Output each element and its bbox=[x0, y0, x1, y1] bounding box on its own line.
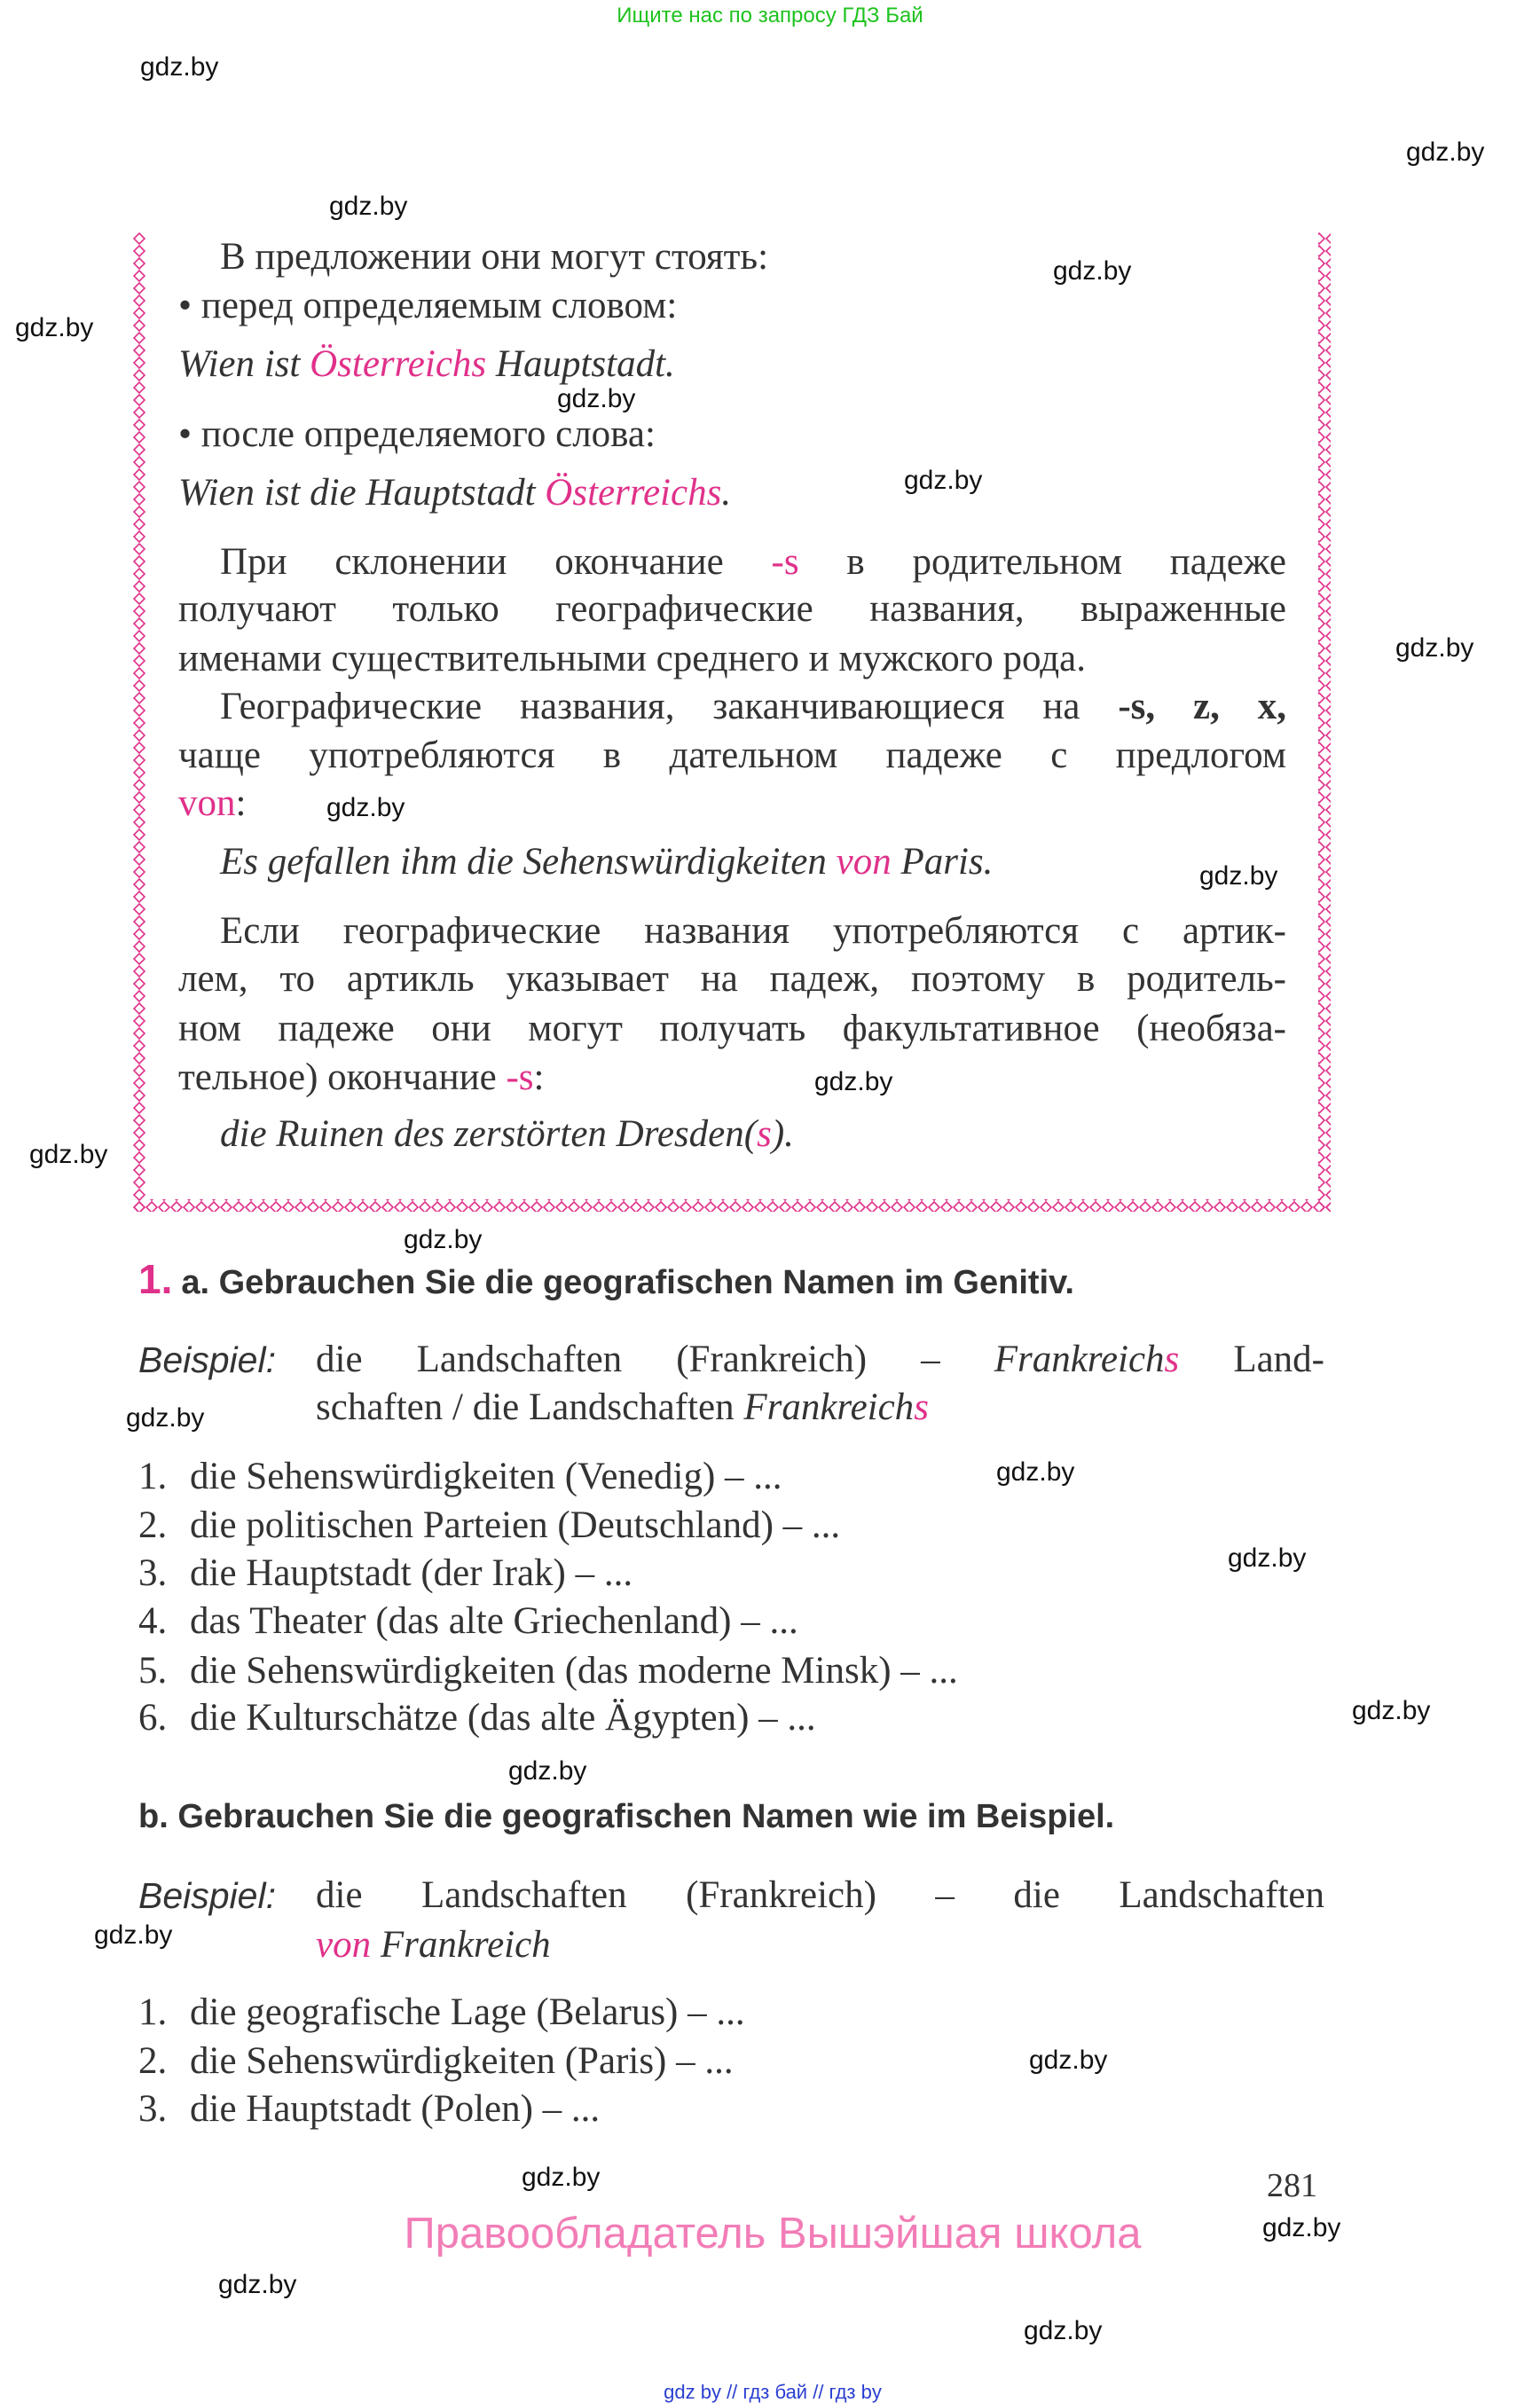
text-segment: schaften / die Landschaften bbox=[316, 1386, 744, 1428]
watermark: gdz.by bbox=[1024, 2316, 1103, 2345]
watermark: gdz.by bbox=[1352, 1696, 1431, 1725]
text-segment: тельное) окончание bbox=[178, 1056, 507, 1098]
item-text: die politischen Parteien (Deutschland) – ... bbox=[190, 1504, 841, 1546]
item-number: 3. bbox=[138, 1552, 168, 1594]
exercise-item bbox=[138, 1647, 958, 1695]
text-segment: s bbox=[914, 1386, 929, 1428]
text-segment: -s, z, x, bbox=[1118, 686, 1286, 727]
watermark: gdz.by bbox=[1228, 1543, 1307, 1573]
text-segment: von bbox=[178, 782, 236, 824]
watermark: gdz.by bbox=[1053, 256, 1132, 286]
rule-line bbox=[178, 955, 1286, 1003]
exercise-item bbox=[138, 1989, 745, 2037]
item-number: 2. bbox=[138, 2040, 168, 2082]
text-segment: • перед определяемым словом: bbox=[178, 285, 678, 326]
rule-line bbox=[178, 780, 246, 828]
text-segment: В предложении они могут стоять: bbox=[220, 236, 769, 278]
rule-line bbox=[178, 1054, 544, 1102]
text-segment: в родительном падеже bbox=[798, 541, 1286, 583]
text-segment: Hauptstadt. bbox=[486, 343, 675, 385]
watermark: gdz.by bbox=[126, 1403, 205, 1433]
rule-line bbox=[220, 233, 768, 281]
example-label: Beispiel: bbox=[138, 1875, 276, 1916]
item-number: 6. bbox=[138, 1697, 168, 1739]
watermark: gdz.by bbox=[29, 1140, 108, 1169]
text-segment: Österreichs bbox=[545, 472, 722, 514]
watermark: gdz.by bbox=[326, 793, 405, 822]
item-text: das Theater (das alte Griechenland) – ... bbox=[190, 1600, 798, 1642]
text-segment: лем, то артикль указывает на падеж, поэтому в родитель- bbox=[178, 958, 1286, 1000]
text-segment: Es gefallen ihm die Sehenswürdigkeiten bbox=[220, 841, 837, 883]
text-segment: Географические названия, заканчивающиеся на bbox=[220, 686, 1119, 727]
text-segment: Frankreich bbox=[371, 1924, 551, 1966]
text-segment: Wien ist die Hauptstadt bbox=[178, 472, 546, 514]
rule-line bbox=[178, 585, 1286, 633]
copyright-notice: Правообладатель Вышэйшая школа bbox=[404, 2210, 1142, 2258]
text-segment: s bbox=[1164, 1339, 1180, 1380]
item-number: 1. bbox=[138, 1456, 168, 1497]
text-segment: s bbox=[757, 1113, 772, 1155]
text-segment: Если географические названия употребляются с артик- bbox=[220, 910, 1286, 952]
text-segment: Wien ist bbox=[178, 343, 310, 385]
text-segment: die Ruinen des zerstörten Dresden( bbox=[220, 1113, 758, 1155]
text-segment: : bbox=[235, 782, 247, 824]
exercise-item bbox=[138, 2085, 600, 2133]
item-text: die Sehenswürdigkeiten (Venedig) – ... bbox=[190, 1456, 782, 1497]
rule-line bbox=[178, 635, 1086, 683]
item-text: die geografische Lage (Belarus) – ... bbox=[190, 1991, 745, 2033]
text-segment: получают только географические названия, выраженные bbox=[178, 588, 1286, 630]
item-text: die Hauptstadt (der Irak) – ... bbox=[190, 1552, 633, 1594]
example-line bbox=[316, 1872, 1324, 1920]
rule-line bbox=[178, 1005, 1286, 1053]
watermark: gdz.by bbox=[404, 1225, 483, 1254]
watermark: gdz.by bbox=[94, 1920, 173, 1950]
text-segment: Frankreich bbox=[743, 1386, 915, 1428]
text-segment: : bbox=[533, 1056, 545, 1098]
exercise-item bbox=[138, 1694, 816, 1742]
watermark: gdz.by bbox=[814, 1067, 893, 1096]
exercise-item bbox=[138, 1502, 840, 1550]
item-text: die Kulturschätze (das alte Ägypten) – ... bbox=[190, 1697, 816, 1739]
text-segment: • после определяемого слова: bbox=[178, 413, 656, 455]
text-segment: Paris. bbox=[891, 841, 994, 883]
watermark: gdz.by bbox=[1406, 137, 1485, 167]
exercise-item bbox=[138, 1453, 782, 1501]
rule-bullet bbox=[178, 282, 677, 330]
watermark: gdz.by bbox=[140, 52, 219, 82]
example-line bbox=[316, 1336, 1324, 1384]
text-segment: . bbox=[721, 472, 732, 514]
item-number: 5. bbox=[138, 1650, 168, 1692]
text-segment: von bbox=[316, 1924, 372, 1966]
rule-line bbox=[220, 683, 1286, 731]
exercise-a-title bbox=[138, 1258, 1074, 1304]
rule-line bbox=[220, 538, 1286, 586]
exercise-b-title: b. Gebrauchen Sie die geografischen Namen wie im Beispiel. bbox=[138, 1798, 1115, 1835]
watermark: gdz.by bbox=[218, 2270, 297, 2299]
watermark: gdz.by bbox=[1199, 861, 1278, 891]
text-segment: именами существительными среднего и мужского рода. bbox=[178, 638, 1086, 679]
text-segment: Frankreich bbox=[994, 1339, 1165, 1380]
watermark: gdz.by bbox=[996, 1457, 1075, 1487]
watermark: gdz.by bbox=[1262, 2213, 1341, 2242]
text-segment: Österreichs bbox=[310, 343, 487, 385]
exercise-title-text: a. Gebrauchen Sie die geografischen Namen im Genitiv. bbox=[181, 1264, 1074, 1301]
item-text: die Sehenswürdigkeiten (das moderne Minsk) – ... bbox=[190, 1650, 958, 1692]
footer-links[interactable]: gdz by // гдз бай // гдз by bbox=[664, 2381, 882, 2403]
item-number: 4. bbox=[138, 1600, 168, 1642]
exercise-item bbox=[138, 2038, 734, 2085]
item-number: 2. bbox=[138, 1504, 168, 1546]
rule-example bbox=[178, 469, 731, 517]
example-line bbox=[316, 1921, 551, 1969]
item-text: die Hauptstadt (Polen) – ... bbox=[190, 2088, 601, 2130]
watermark: gdz.by bbox=[1029, 2046, 1108, 2075]
exercise-item bbox=[138, 1598, 798, 1645]
text-segment: чаще употребляются в дательном падеже с предлогом bbox=[178, 734, 1286, 776]
watermark: gdz.by bbox=[329, 192, 408, 221]
item-text: die Sehenswürdigkeiten (Paris) – ... bbox=[190, 2040, 734, 2082]
watermark: gdz.by bbox=[904, 466, 983, 495]
rule-line bbox=[178, 732, 1286, 780]
text-segment: -s bbox=[506, 1056, 534, 1098]
rule-bullet bbox=[178, 411, 656, 459]
example-label: Beispiel: bbox=[138, 1339, 276, 1380]
rule-example bbox=[220, 1111, 794, 1158]
text-segment: ). bbox=[771, 1113, 794, 1155]
text-segment: die Landschaften (Frankreich) – die Landschaften bbox=[316, 1874, 1324, 1916]
watermark: gdz.by bbox=[557, 384, 636, 413]
text-segment: von bbox=[836, 841, 892, 883]
rule-example bbox=[178, 341, 675, 389]
watermark: gdz.by bbox=[15, 313, 94, 342]
text-segment: -s bbox=[771, 541, 799, 583]
exercise-item bbox=[138, 1550, 632, 1598]
exercise-number: 1. bbox=[138, 1256, 173, 1302]
text-segment: ном падеже они могут получать факультативное (необяза- bbox=[178, 1008, 1286, 1049]
text-segment: При склонении окончание bbox=[220, 541, 772, 583]
example-line bbox=[316, 1384, 929, 1432]
item-number: 3. bbox=[138, 2088, 168, 2130]
watermark: gdz.by bbox=[1395, 633, 1474, 663]
text-segment: die Landschaften (Frankreich) – bbox=[316, 1339, 994, 1380]
watermark: gdz.by bbox=[522, 2163, 601, 2192]
watermark: gdz.by bbox=[508, 1756, 587, 1786]
rule-line bbox=[220, 907, 1286, 955]
page-number: 281 bbox=[1267, 2167, 1317, 2204]
top-banner[interactable]: Ищите нас по запросу ГДЗ Бай bbox=[617, 4, 923, 27]
item-number: 1. bbox=[138, 1991, 168, 2033]
text-segment: Land- bbox=[1179, 1339, 1324, 1380]
rule-example bbox=[220, 838, 993, 886]
